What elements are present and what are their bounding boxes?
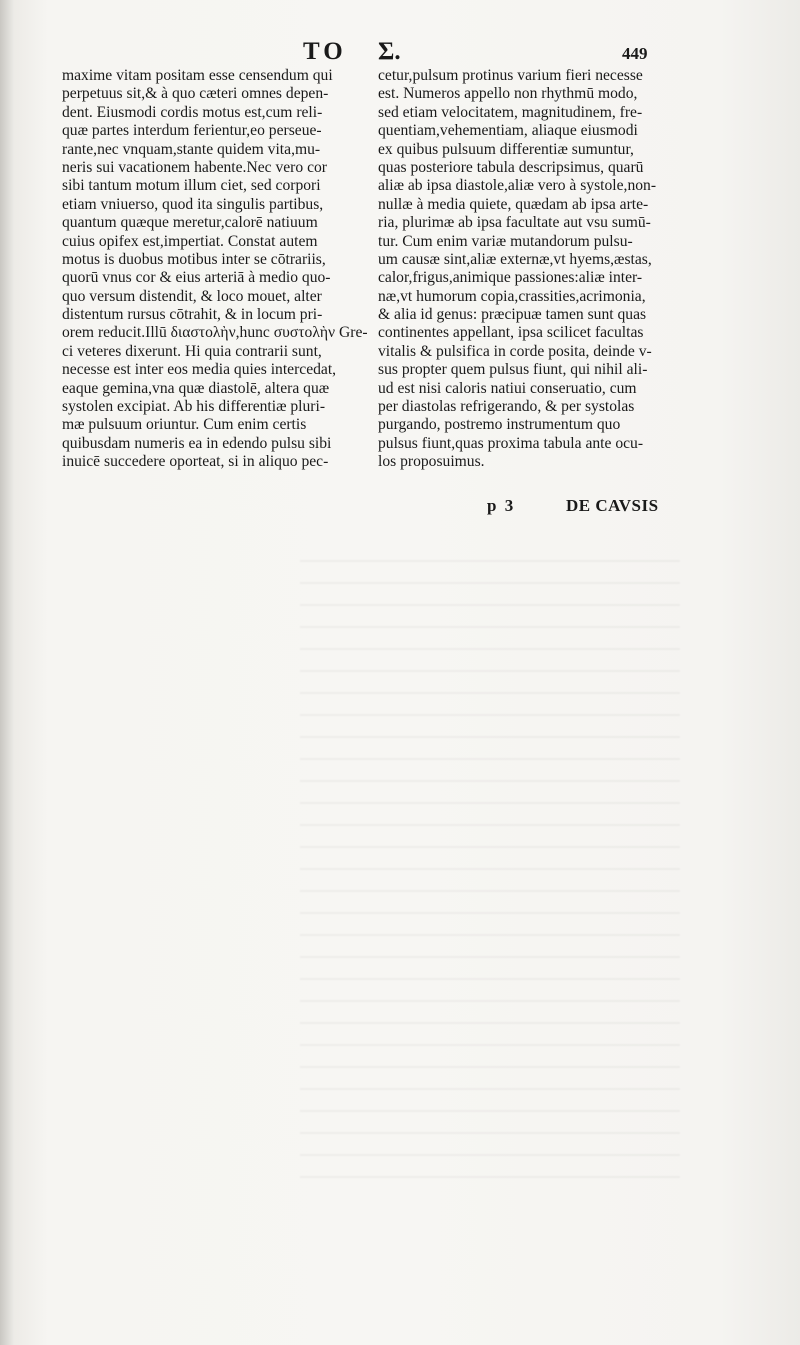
text-line: purgando, postremo instrumentum quo	[378, 416, 621, 434]
text-line: orem reducit.Illū διαστολὴν,hunc συστολὴν Gre-	[62, 324, 368, 342]
text-line: quas posteriore tabula descripsimus, quarū	[378, 158, 644, 176]
text-line: perpetuus sit,& à quo cæteri omnes depen-	[62, 85, 329, 103]
text-line: eaque gemina,vna quæ diastolē, altera quæ	[62, 379, 330, 397]
text-line: mæ pulsuum oriuntur. Cum enim certis	[62, 416, 307, 434]
page-footer	[0, 496, 800, 520]
text-line: cetur,pulsum protinus varium fieri necesse	[378, 67, 643, 84]
text-line: motus is duobus motibus inter se cōtrariis,	[62, 250, 326, 268]
text-line: maxime vitam positam esse censendum qui	[62, 67, 333, 84]
text-line: quorū vnus cor & eius arteriā à medio quo-	[62, 269, 331, 287]
text-line: næ,vt humorum copia,crassities,acrimonia,	[378, 287, 646, 305]
text-line: quentiam,vehementiam, aliaque eiusmodi	[378, 122, 638, 140]
text-line: nullæ à media quiete, quædam ab ipsa arte-	[378, 195, 649, 213]
text-line: aliæ ab ipsa diastole,aliæ vero à systole,non-	[378, 177, 657, 195]
text-line: los proposuimus.	[378, 453, 485, 471]
text-line: necesse est inter eos media quies intercedat,	[62, 361, 337, 379]
text-line: um causæ sint,aliæ externæ,vt hyems,æstas,	[378, 250, 652, 268]
text-line: est. Numeros appello non rhythmū modo,	[378, 85, 638, 103]
text-line: ci veteres dixerunt. Hi quia contrarii sunt,	[62, 342, 322, 360]
text-line: quo versum distendit, & loco mouet, alter	[62, 287, 322, 305]
text-line: pulsus fiunt,quas proxima tabula ante ocu-	[378, 434, 644, 452]
text-line: calor,frigus,animique passiones:aliæ inter-	[378, 269, 643, 287]
text-line: per diastolas refrigerando, & per systolas	[378, 398, 635, 416]
text-line: ud est nisi caloris natiui conseruatio, cum	[378, 379, 637, 397]
right-column	[378, 67, 668, 472]
text-line: tur. Cum enim variæ mutandorum pulsu-	[378, 232, 633, 250]
text-line: quibusdam numeris ea in edendo pulsu sibi	[62, 434, 332, 452]
text-line: sibi tantum motum illum ciet, sed corpori	[62, 177, 321, 195]
text-line: continentes appellant, ipsa scilicet facultas	[378, 324, 644, 342]
running-head-right: Σ.	[378, 38, 401, 65]
text-line: sed etiam velocitatem, magnitudinem, fre-	[378, 103, 643, 121]
text-line: distentum rursus cōtrahit, & in locum pri-	[62, 306, 323, 324]
left-column	[62, 67, 368, 472]
text-line: inuicē succedere oporteat, si in aliquo pec-	[62, 453, 329, 471]
text-line: neris sui vacationem habente.Nec vero cor	[62, 158, 327, 176]
text-line: sus propter quem pulsus fiunt, qui nihil ali-	[378, 361, 648, 379]
text-line: vitalis & pulsifica in corde posita, deinde v-	[378, 342, 652, 360]
text-line: ex quibus pulsuum differentiæ sumuntur,	[378, 140, 634, 158]
text-line: rante,nec vnquam,stante quidem vita,mu-	[62, 140, 321, 158]
text-line: cuius opifex est,impertiat. Constat autem	[62, 232, 318, 250]
text-line: etiam vniuerso, quod ita singulis partibus,	[62, 195, 324, 213]
text-line: ria, plurimæ ab ipsa facultate aut vsu sumū-	[378, 214, 651, 232]
show-through-texture	[300, 560, 680, 1180]
catchword: DE CAVSIS	[566, 496, 659, 515]
text-line: quantum quæque meretur,calorē natiuum	[62, 214, 318, 232]
running-head	[0, 36, 800, 70]
page-gutter-shadow	[0, 0, 14, 1345]
text-line: & alia id genus: præcipuæ tamen sunt quas	[378, 306, 647, 324]
running-head-left: TO	[303, 38, 347, 65]
page-number: 449	[622, 44, 648, 63]
text-line: dent. Eiusmodi cordis motus est,cum reli-	[62, 103, 323, 121]
text-line: quæ partes interdum ferientur,eo perseue-	[62, 122, 322, 140]
text-line: systolen excipiat. Ab his differentiæ pluri-	[62, 398, 326, 416]
signature-mark: p 3	[487, 496, 516, 515]
